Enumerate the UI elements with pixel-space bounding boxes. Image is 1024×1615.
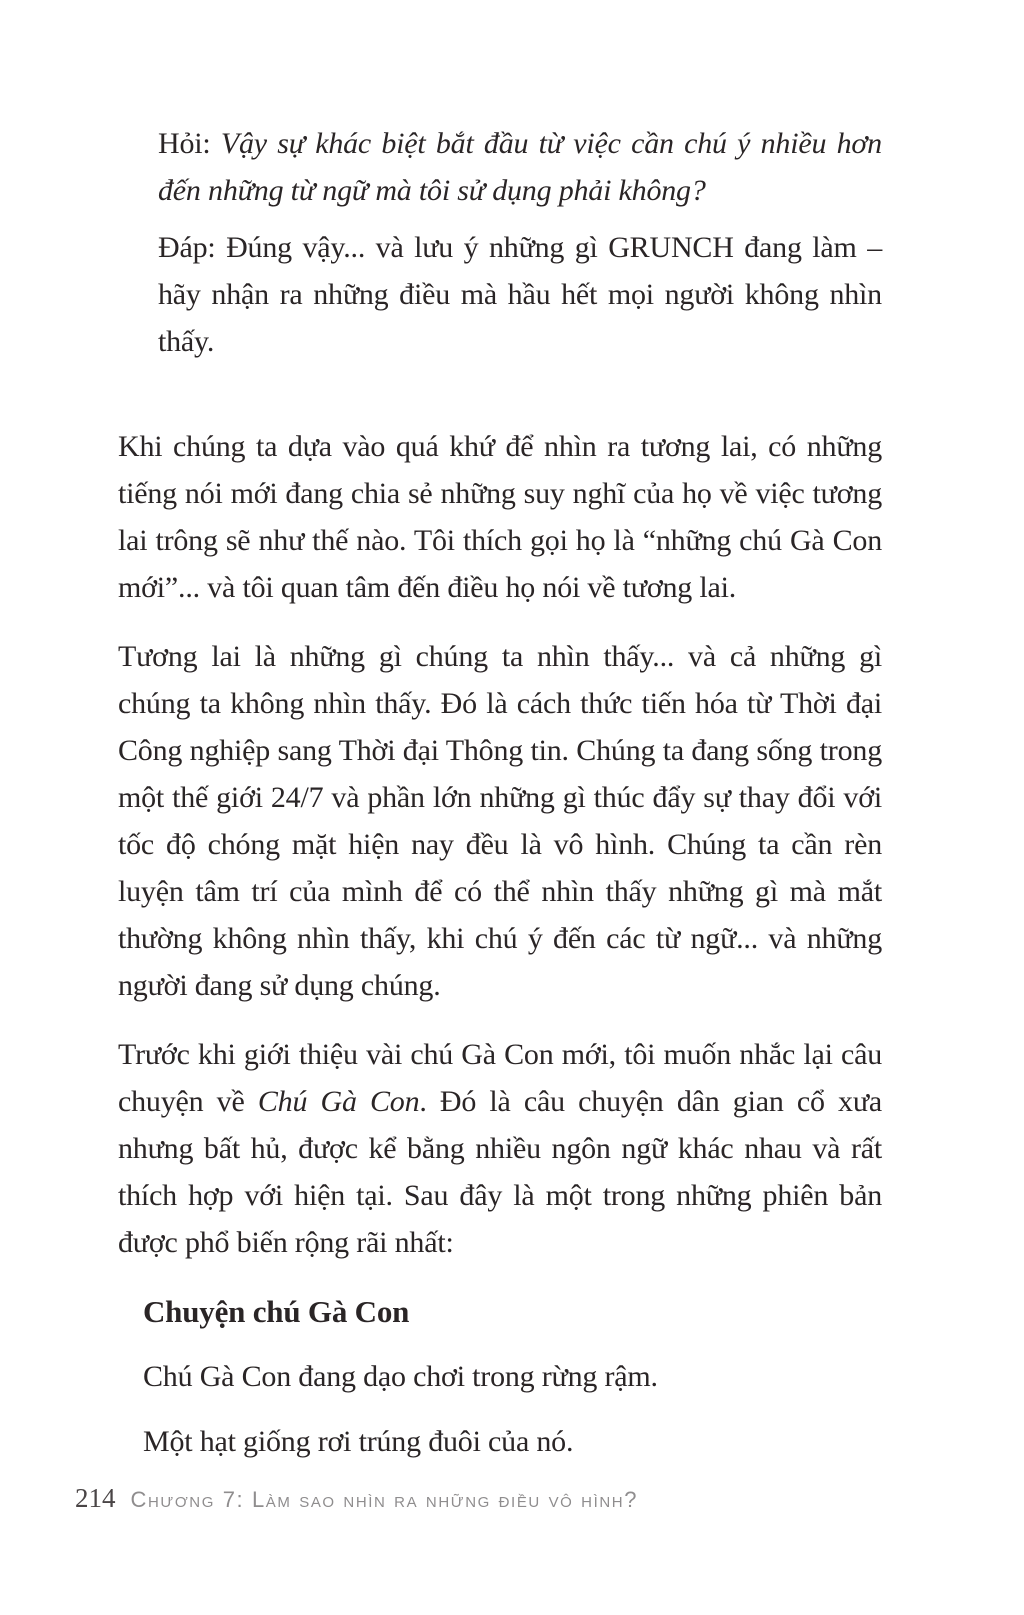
question-label: Hỏi: [158, 127, 211, 160]
story-line-2: Một hạt giống rơi trúng đuôi của nó. [143, 1425, 574, 1458]
page-number: 214 [75, 1483, 116, 1513]
story-intro-title: Chú Gà Con [257, 1085, 420, 1118]
question-text: Vậy sự khác biệt bắt đầu từ việc cần chú ý nhiều hơn đến những từ ngữ mà tôi sử dụng phải không? [158, 127, 882, 207]
story-intro-pre: Trước khi giới thiệu vài chú Gà Con mới, tôi muốn nhắc lại câu chuyện về [118, 1038, 882, 1118]
story-heading: Chuyện chú Gà Con [143, 1294, 410, 1329]
chapter-title: Chương 7: Làm sao nhìn ra những điều vô hình? [130, 1487, 639, 1512]
qa-block [158, 120, 882, 365]
paragraph-story-intro [118, 1031, 882, 1266]
paragraph-new-chicken-littles: Khi chúng ta dựa vào quá khứ để nhìn ra tương lai, có những tiếng nói mới đang chia sẻ những suy nghĩ của họ về việc tương lai trông sẽ như thế nào. Tôi thích gọi họ là “những chú Gà Con mới”... và tôi quan tâm đến điều họ nói về tương lai. [118, 430, 882, 604]
answer-label: Đáp: [158, 231, 216, 264]
answer-paragraph [158, 224, 882, 365]
paragraph-future-invisible: Tương lai là những gì chúng ta nhìn thấy... và cả những gì chúng ta không nhìn thấy. Đó là cách thức tiến hóa từ Thời đại Công nghiệp sang Thời đại Thông tin. Chúng ta đang sống trong một thế giới 24/7 và phần lớn những gì thúc đẩy sự thay đổi với tốc độ chóng mặt hiện nay đều là vô hình. Chúng ta cần rèn luyện tâm trí của mình để có thể nhìn thấy những gì mà mắt thường không nhìn thấy, khi chú ý đến các từ ngữ... và những người đang sử dụng chúng. [118, 640, 882, 1002]
page-content [118, 120, 882, 1465]
story-intro-post: . Đó là câu chuyện dân gian cổ xưa nhưng bất hủ, được kể bằng nhiều ngôn ngữ khác nhau và rất thích hợp với hiện tại. Sau đây là một trong những phiên bản được phổ biến rộng rãi nhất: [118, 1085, 883, 1259]
answer-text: Đúng vậy... và lưu ý những gì GRUNCH đang làm – hãy nhận ra những điều mà hầu hết mọi người không nhìn thấy. [158, 231, 882, 358]
question-paragraph [158, 120, 882, 214]
story-line-1: Chú Gà Con đang dạo chơi trong rừng rậm. [143, 1360, 658, 1393]
page-footer [75, 1483, 638, 1514]
